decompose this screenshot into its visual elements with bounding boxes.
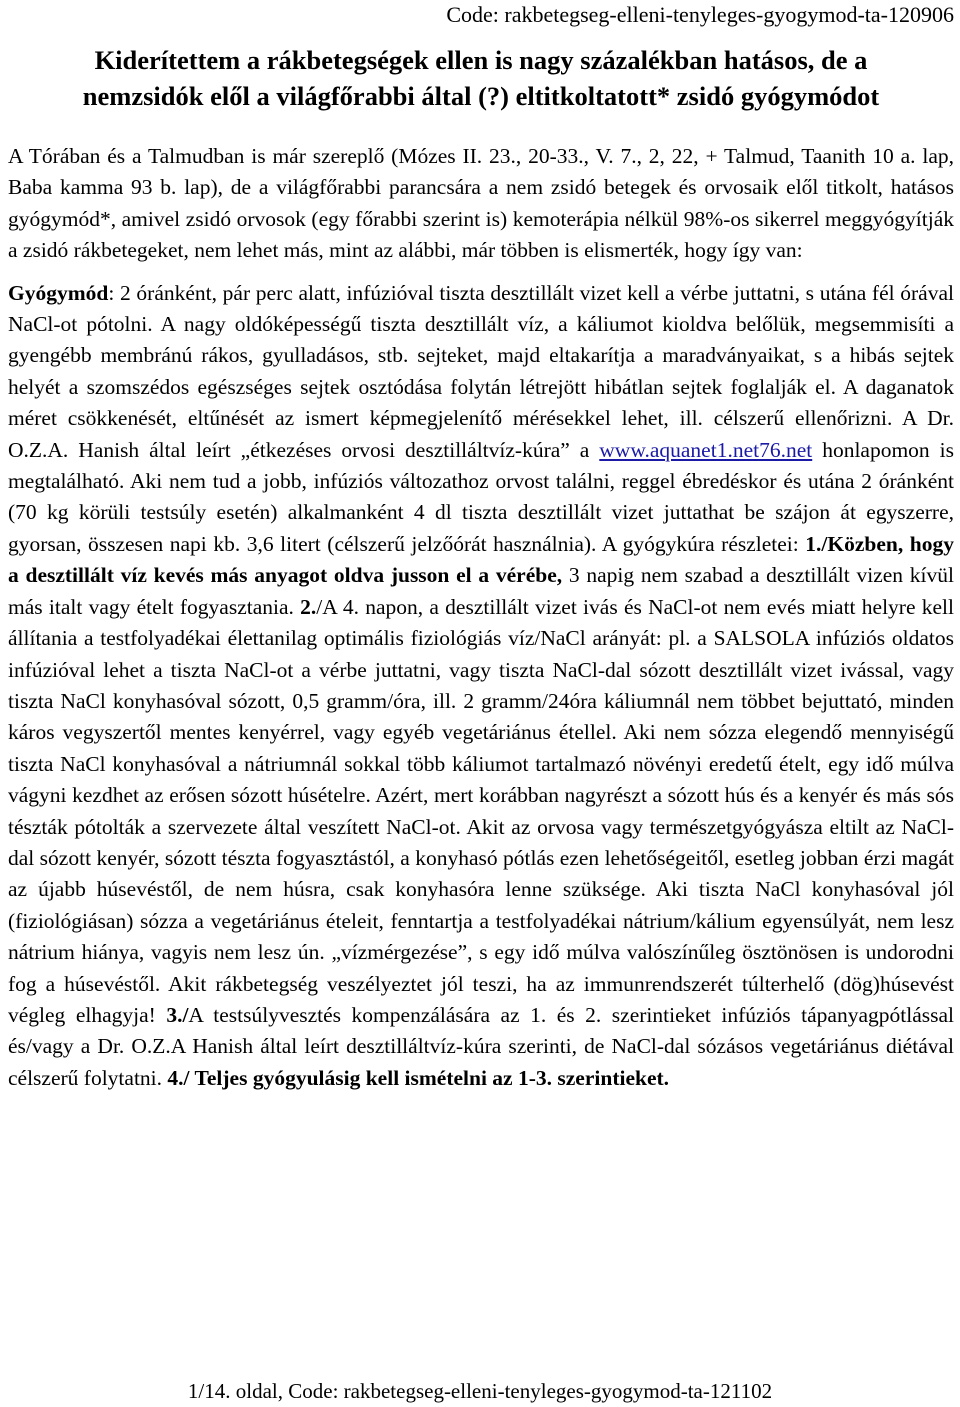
method-paragraph xyxy=(8,278,954,1095)
step-3-heading: 3./ xyxy=(166,1002,189,1027)
step-4-heading: 4./ Teljes gyógyulásig kell ismételni az 1-3. szerintieket. xyxy=(167,1065,670,1090)
document-body xyxy=(8,141,954,1094)
document-title xyxy=(8,42,954,114)
website-link[interactable]: www.aquanet1.net76.net xyxy=(599,437,813,462)
method-text-d: /A 4. napon, a desztillált vizet ivás és NaCl-ot nem evés miatt helyre kell állítania a testfolyadékai élettanilag optimális fiziológiás víz/NaCl arányát: pl. a SALSOLA infúziós oldatos infúzióval lehet a tiszta NaCl-ot a vérbe juttatni, vagy tiszta NaCl-dal sózott desztillált vizet ivással, vagy tiszta NaCl konyhasóval sózott, 0,5 gramm/óra, ill. 2 gramm/24óra káliumnál nem többet bejuttató, minden káros vegyszertől mentes kenyérrel, vagy egyéb vegetáriánus étellel. Aki nem sózza elegendő mennyiségű tiszta NaCl konyhasóval a nátriumnál sokkal több káliumot tartalmazó növényi eredetű ételt, egy idő múlva vágyni kezdhet az erősen sózott húsételre. Azért, mert korábban nagyrészt a sózott hús és a kenyér és más sós tészták pótolták a szervezete által veszített NaCl-ot. Akit az orvosa vagy természetgyógyásza eltilt az NaCl-dal sózott kenyér, sózott tészta fogyasztástól, a konyhasó pótlás ezen lehetőségeitől, esetleg jobban érzi magát az újabb húsevéstől, de nem húsra, csak konyhasóra lenne szüksége. Aki tiszta NaCl konyhasóval jól (fiziológiásan) sózza a vegetáriánus ételeit, fenntartja a testfolyadékai nátrium/kálium egyensúlyát, nem lesz nátrium hiánya, vagyis nem lesz ún. „vízmérgezése”, s egy idő múlva valószínűleg ösztönösen is undorodni fog a húsevéstől. Akit rákbetegség veszélyeztet jól teszi, ha az immunrendszerét túlterhelő (dög)húsevést végleg elhagyja! xyxy=(8,594,954,1027)
title-line-1: Kiderítettem a rákbetegségek ellen is nagy százalékban hatásos, de a xyxy=(94,45,868,75)
page-footer: 1/14. oldal, Code: rakbetegseg-elleni-tenyleges-gyogymod-ta-121102 xyxy=(187,1379,773,1403)
title-line-2: nemzsidók elől a világfőrabbi által (?) eltitkoltatott* zsidó gyógymódot xyxy=(82,81,880,111)
intro-paragraph: A Tórában és a Talmudban is már szereplő (Mózes II. 23., 20-33., V. 7., 2, 22, + Talmud, Taanith 10 a. lap, Baba kamma 93 b. lap), de a világfőrabbi parancsára a nem zsidó betegek és orvosaik elől titkolt, hatásos gyógymód*, amivel zsidó orvosok (egy főrabbi szerint is) kemoterápia nélkül 98%-os sikerrel meggyógyítják a zsidó rákbetegeket, nem lehet más, mint az alábbi, már többen is elismerték, hogy így van: xyxy=(8,144,954,263)
method-label: Gyógymód xyxy=(8,280,109,305)
method-text-b: honlapomon is megtalálható. Aki nem tud a jobb, infúziós változathoz orvost találni, reggel ébredéskor és utána 2 óránként (70 kg körüli testsúly esetén) alkalmanként 4 dl tiszta desztillált vizet juttathat be szájon át egyszerre, gyorsan, összesen napi kb. 3,6 litert (célszerű jelzőórát használnia). A gyógykúra részletei: xyxy=(8,437,954,556)
method-text-e: A testsúlyvesztés kompenzálására az 1. és 2. szerintieket infúziós tápanyagpótlással és/vagy a Dr. O.Z.A Hanish által leírt desztilláltvíz-kúra szerinti, de NaCl-dal sózásos vegetáriánus diétával célszerű folytatni. xyxy=(8,1002,955,1090)
document-code-header: Code: rakbetegseg-elleni-tenyleges-gyogymod-ta-120906 xyxy=(446,2,954,27)
method-text-c: 3 napig nem szabad a desztillált vizen kívül más italt vagy ételt fogyasztania. xyxy=(8,563,954,619)
method-text-a: : 2 óránként, pár perc alatt, infúzióval tiszta desztillált vizet kell a vérbe juttatni, s utána fél órával NaCl-ot pótolni. A nagy oldóképességű tiszta desztillált víz, a káliumot kioldva belőlük, megsemmisíti a gyengébb membránú rákos, gyulladásos, stb. sejteket, majd eltakarítja a maradványaikat, s a hibás sejtek helyét a szomszédos egészséges sejtek osztódása folytán létrejött hibátlan sejtek foglalják el. A daganatok méret csökkenését, eltűnését az ismert képmegjelenítő mérésekkel lehet, ill. célszerű ellenőrizni. A Dr. O.Z.A. Hanish által leírt „étkezéses orvosi desztilláltvíz-kúra” a xyxy=(8,280,954,462)
step-2-heading: 2. xyxy=(300,594,317,619)
step-1-heading: 1./Közben, hogy a desztillált víz kevés más anyagot oldva jusson el a vérébe, xyxy=(8,531,954,588)
